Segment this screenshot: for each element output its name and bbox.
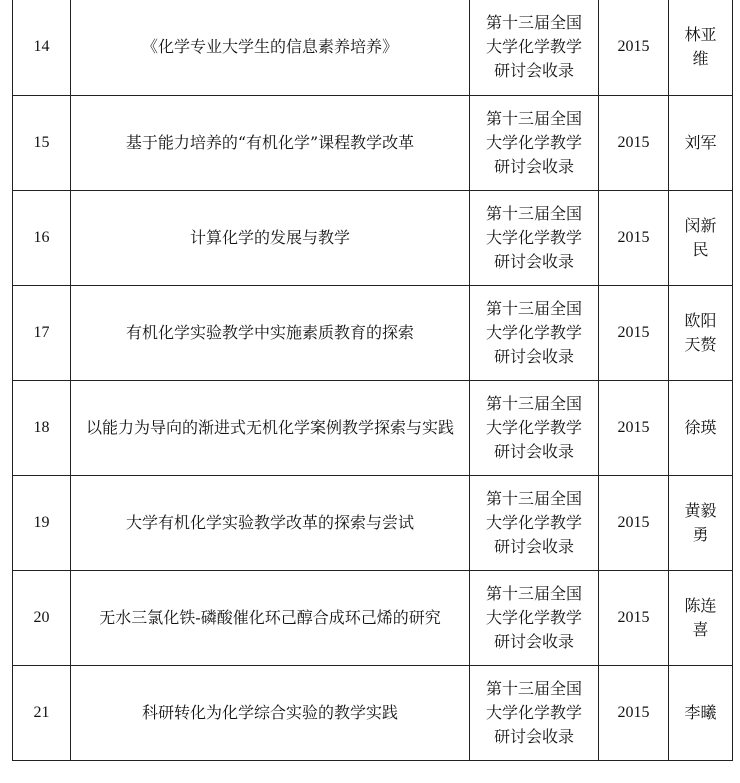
table-row <box>13 95 733 190</box>
paper-source <box>470 380 599 475</box>
source-line: 研讨会收录 <box>493 536 574 556</box>
paper-title: 无水三氯化铁-磷酸催化环己醇合成环己烯的研究 <box>71 570 470 665</box>
paper-title: 科研转化为化学综合实验的教学实践 <box>71 665 470 760</box>
paper-author: 徐瑛 <box>669 380 733 475</box>
source-line: 研讨会收录 <box>493 346 574 366</box>
paper-source <box>470 570 599 665</box>
source-line: 大学化学教学 <box>485 37 582 57</box>
paper-source <box>470 665 599 760</box>
paper-source <box>470 190 599 285</box>
table-row <box>13 570 733 665</box>
paper-author: 刘军 <box>669 95 733 190</box>
source-line: 研讨会收录 <box>493 156 574 176</box>
table-row <box>13 380 733 475</box>
paper-title: 计算化学的发展与教学 <box>71 190 470 285</box>
row-number: 19 <box>13 475 71 570</box>
paper-year: 2015 <box>599 665 669 760</box>
paper-author: 陈连喜 <box>669 570 733 665</box>
paper-source <box>470 0 599 95</box>
source-line: 第十三届全国 <box>485 13 582 33</box>
source-line: 大学化学教学 <box>485 702 582 722</box>
paper-author: 林亚维 <box>669 0 733 95</box>
table-row <box>13 665 733 760</box>
source-line: 研讨会收录 <box>493 61 574 81</box>
table-row <box>13 190 733 285</box>
paper-year: 2015 <box>599 95 669 190</box>
source-line: 大学化学教学 <box>485 417 582 437</box>
row-number: 21 <box>13 665 71 760</box>
table-row <box>13 285 733 380</box>
source-line: 大学化学教学 <box>485 132 582 152</box>
paper-author: 欧阳天赘 <box>669 285 733 380</box>
paper-author: 黄毅勇 <box>669 475 733 570</box>
source-line: 大学化学教学 <box>485 512 582 532</box>
row-number: 18 <box>13 380 71 475</box>
source-line: 第十三届全国 <box>485 108 582 128</box>
paper-year: 2015 <box>599 285 669 380</box>
paper-author: 李曦 <box>669 665 733 760</box>
paper-source <box>470 475 599 570</box>
paper-year: 2015 <box>599 380 669 475</box>
source-line: 研讨会收录 <box>493 251 574 271</box>
source-line: 大学化学教学 <box>485 227 582 247</box>
paper-title: 大学有机化学实验教学改革的探索与尝试 <box>71 475 470 570</box>
source-line: 第十三届全国 <box>485 583 582 603</box>
paper-source <box>470 285 599 380</box>
source-line: 第十三届全国 <box>485 393 582 413</box>
row-number: 14 <box>13 0 71 95</box>
paper-title: 有机化学实验教学中实施素质教育的探索 <box>71 285 470 380</box>
paper-title: 基于能力培养的“有机化学”课程教学改革 <box>71 95 470 190</box>
source-line: 大学化学教学 <box>485 322 582 342</box>
row-number: 17 <box>13 285 71 380</box>
paper-year: 2015 <box>599 475 669 570</box>
row-number: 20 <box>13 570 71 665</box>
paper-year: 2015 <box>599 190 669 285</box>
row-number: 15 <box>13 95 71 190</box>
source-line: 第十三届全国 <box>485 678 582 698</box>
paper-year: 2015 <box>599 0 669 95</box>
source-line: 第十三届全国 <box>485 203 582 223</box>
publication-table <box>12 0 733 761</box>
paper-title: 以能力为导向的渐进式无机化学案例教学探索与实践 <box>71 380 470 475</box>
source-line: 研讨会收录 <box>493 631 574 651</box>
source-line: 大学化学教学 <box>485 607 582 627</box>
source-line: 第十三届全国 <box>485 488 582 508</box>
row-number: 16 <box>13 190 71 285</box>
paper-year: 2015 <box>599 570 669 665</box>
table-row <box>13 475 733 570</box>
paper-title: 《化学专业大学生的信息素养培养》 <box>71 0 470 95</box>
source-line: 研讨会收录 <box>493 726 574 746</box>
source-line: 第十三届全国 <box>485 298 582 318</box>
paper-author: 闵新民 <box>669 190 733 285</box>
paper-source <box>470 95 599 190</box>
source-line: 研讨会收录 <box>493 441 574 461</box>
table-row <box>13 0 733 95</box>
